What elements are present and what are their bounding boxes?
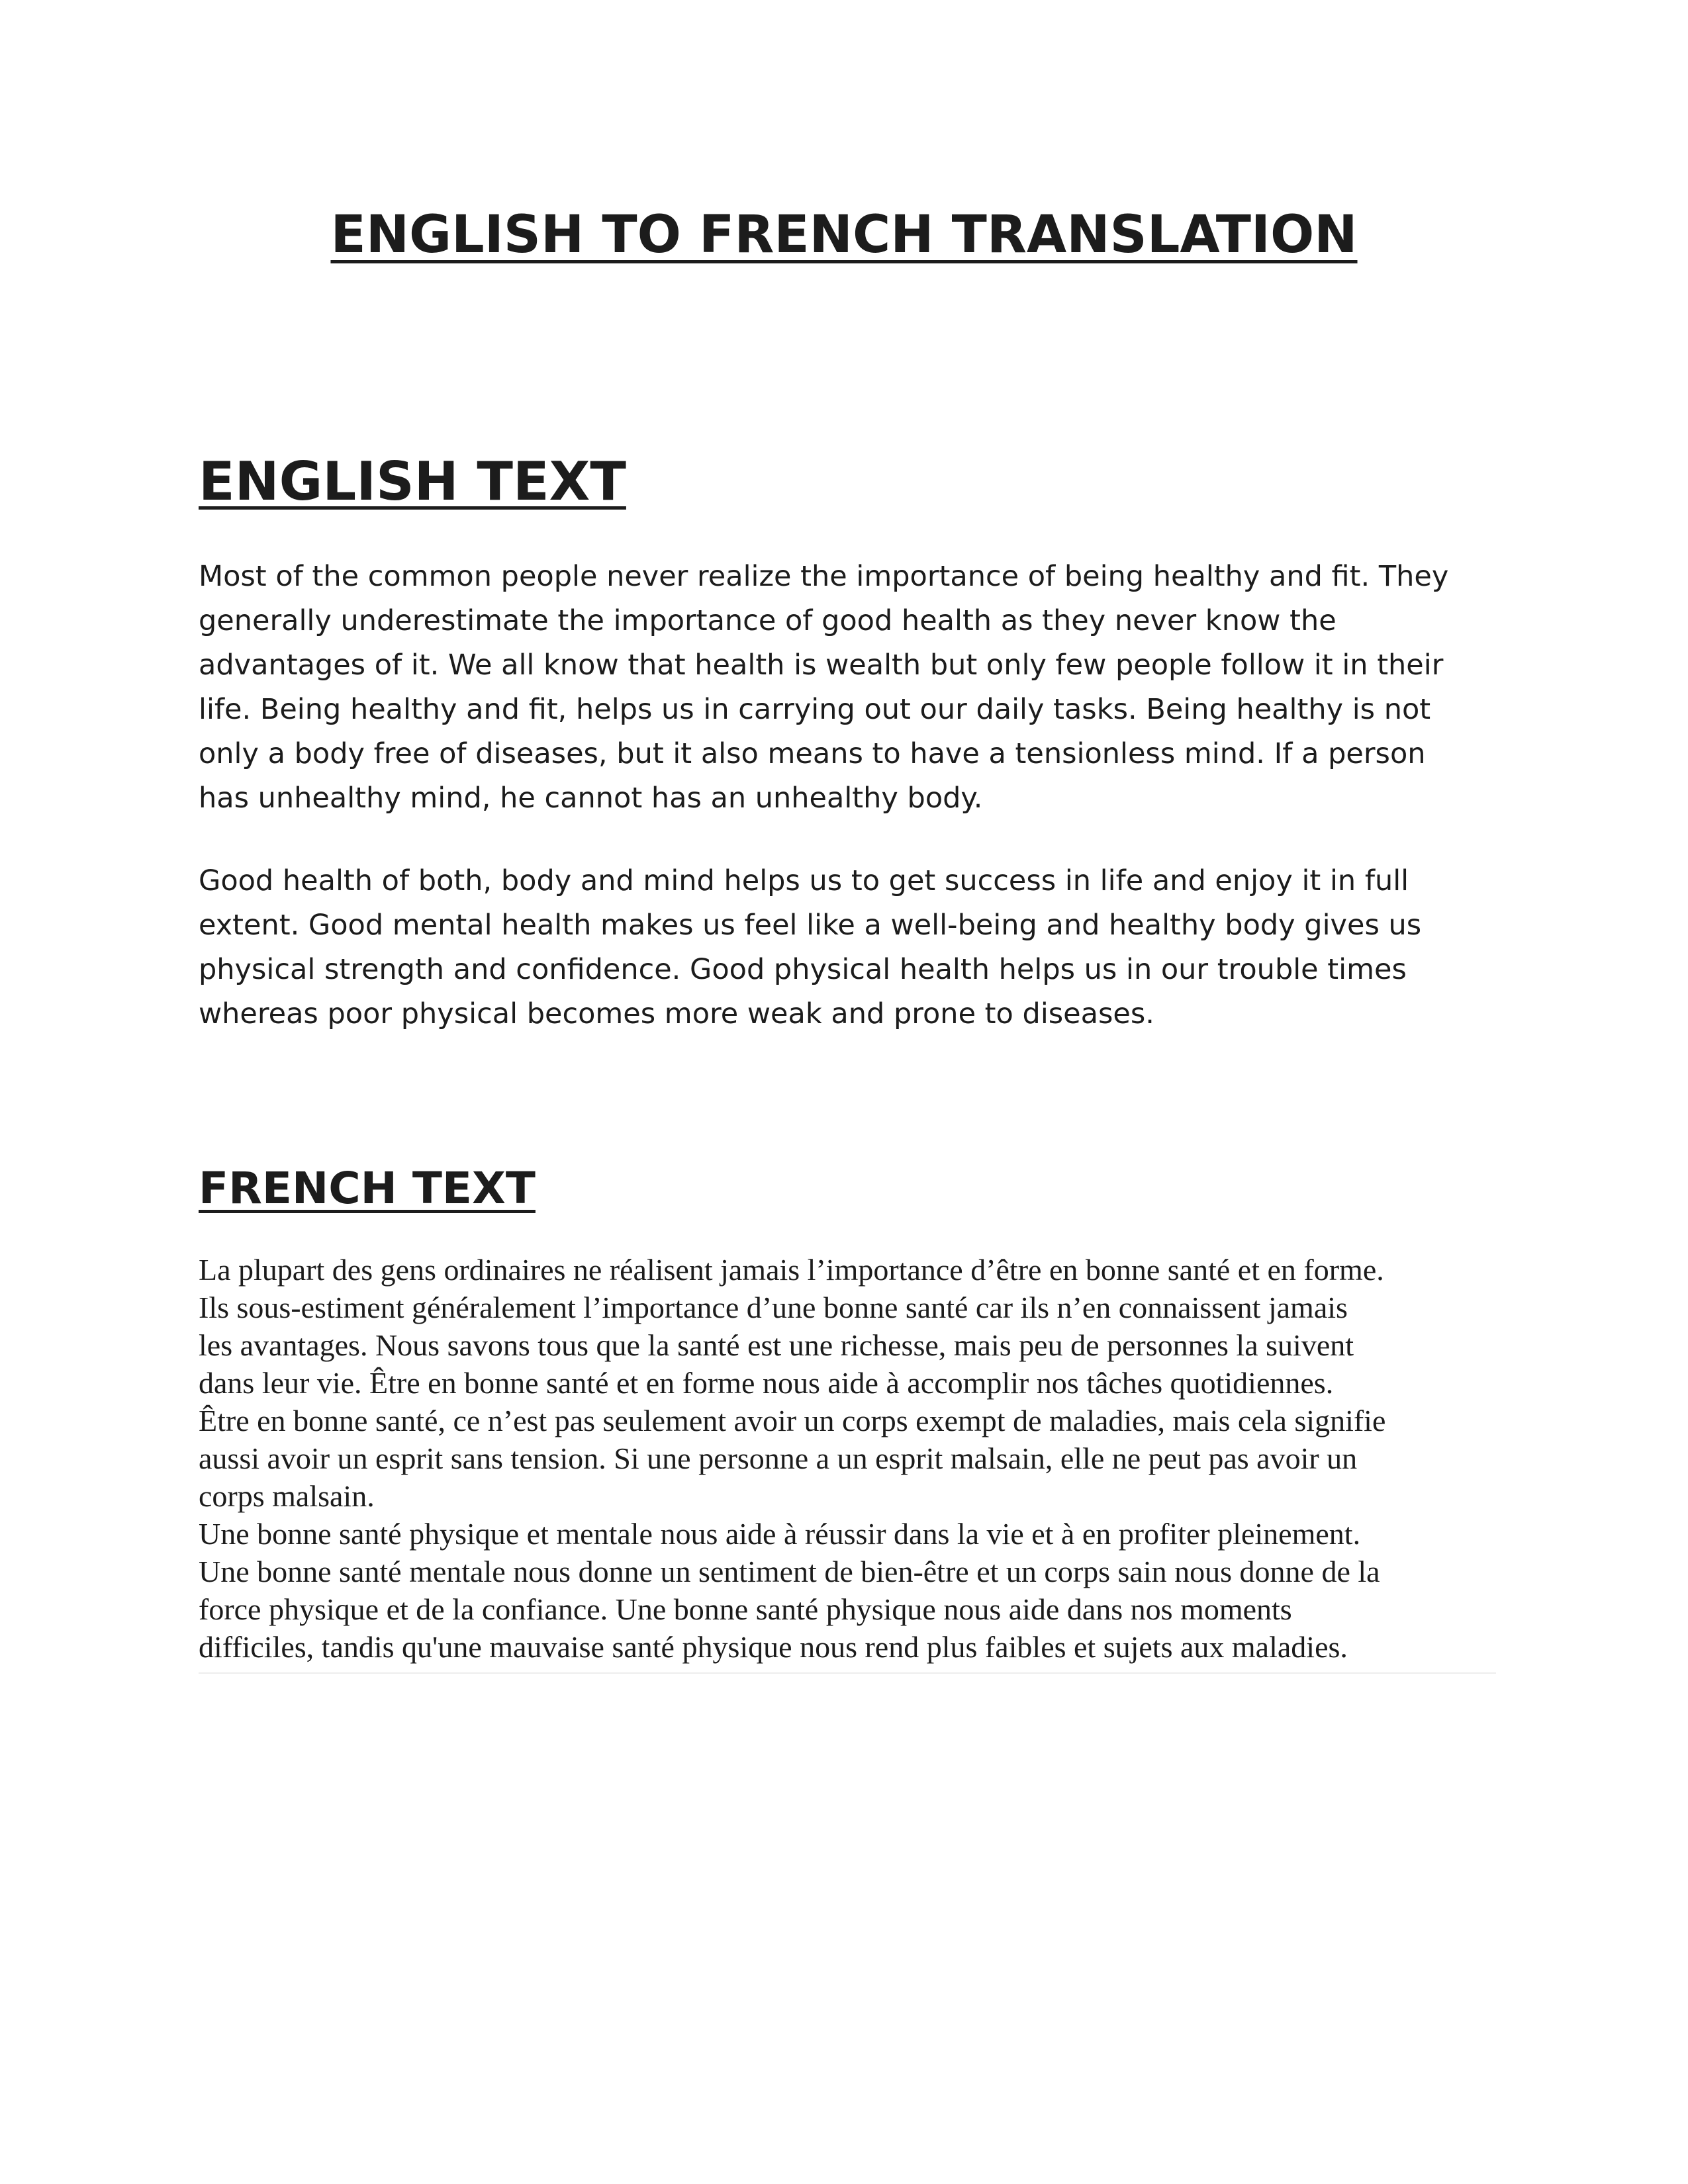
french-p2-line-4: difficiles, tandis qu'une mauvaise santé physique nous rend plus faibles et sujets aux maladies. — [199, 1630, 1348, 1664]
french-p2-line-3: force physique et de la confiance. Une bonne santé physique nous aide dans nos moments — [199, 1592, 1292, 1626]
english-section-heading: ENGLISH TEXT — [199, 451, 626, 512]
english-p1-line-1: Most of the common people never realize the importance of being healthy and fit. They — [199, 560, 1449, 593]
french-p1-line-4: dans leur vie. Être en bonne santé et en forme nous aide à accomplir nos tâches quotidiennes. — [199, 1366, 1334, 1400]
english-paragraph-2 — [199, 859, 1496, 1036]
french-text-bottom-rule — [199, 1672, 1496, 1674]
french-p1-line-1: La plupart des gens ordinaires ne réalisent jamais l’importance d’être en bonne santé et en forme. — [199, 1253, 1384, 1287]
french-text-block — [199, 1251, 1496, 1666]
english-p2-line-1: Good health of both, body and mind helps us to get success in life and enjoy it in full — [199, 864, 1409, 897]
french-paragraph-1 — [199, 1251, 1496, 1515]
french-section-heading: FRENCH TEXT — [199, 1163, 536, 1214]
french-p1-line-3: les avantages. Nous savons tous que la santé est une richesse, mais peu de personnes la suivent — [199, 1328, 1354, 1362]
french-p2-line-1: Une bonne santé physique et mentale nous aide à réussir dans la vie et à en profiter pleinement. — [199, 1517, 1361, 1551]
english-p1-line-2: generally underestimate the importance of good health as they never know the — [199, 604, 1336, 637]
french-p1-line-2: Ils sous-estiment généralement l’importance d’une bonne santé car ils n’en connaissent jamais — [199, 1291, 1348, 1324]
french-paragraph-2 — [199, 1515, 1496, 1666]
french-p1-line-5: Être en bonne santé, ce n’est pas seulement avoir un corps exempt de maladies, mais cela signifie — [199, 1404, 1386, 1437]
english-p1-line-4: life. Being healthy and fit, helps us in carrying out our daily tasks. Being healthy is not — [199, 693, 1431, 726]
english-p1-line-6: has unhealthy mind, he cannot has an unhealthy body. — [199, 782, 983, 815]
english-p2-line-3: physical strength and confidence. Good physical health helps us in our trouble times — [199, 953, 1407, 986]
document-title: ENGLISH TO FRENCH TRANSLATION — [330, 205, 1358, 265]
english-paragraph-1 — [199, 555, 1496, 821]
english-p1-line-5: only a body free of diseases, but it also means to have a tensionless mind. If a person — [199, 737, 1426, 770]
french-p1-line-6: aussi avoir un esprit sans tension. Si une personne a un esprit malsain, elle ne peut pas avoir un — [199, 1441, 1358, 1475]
english-p2-line-4: whereas poor physical becomes more weak and prone to diseases. — [199, 997, 1154, 1030]
english-p2-line-2: extent. Good mental health makes us feel like a well-being and healthy body gives us — [199, 909, 1422, 942]
english-p1-line-3: advantages of it. We all know that health is wealth but only few people follow it in their — [199, 649, 1444, 682]
french-p1-line-7: corps malsain. — [199, 1479, 375, 1513]
french-p2-line-2: Une bonne santé mentale nous donne un sentiment de bien-être et un corps sain nous donne de la — [199, 1555, 1380, 1588]
